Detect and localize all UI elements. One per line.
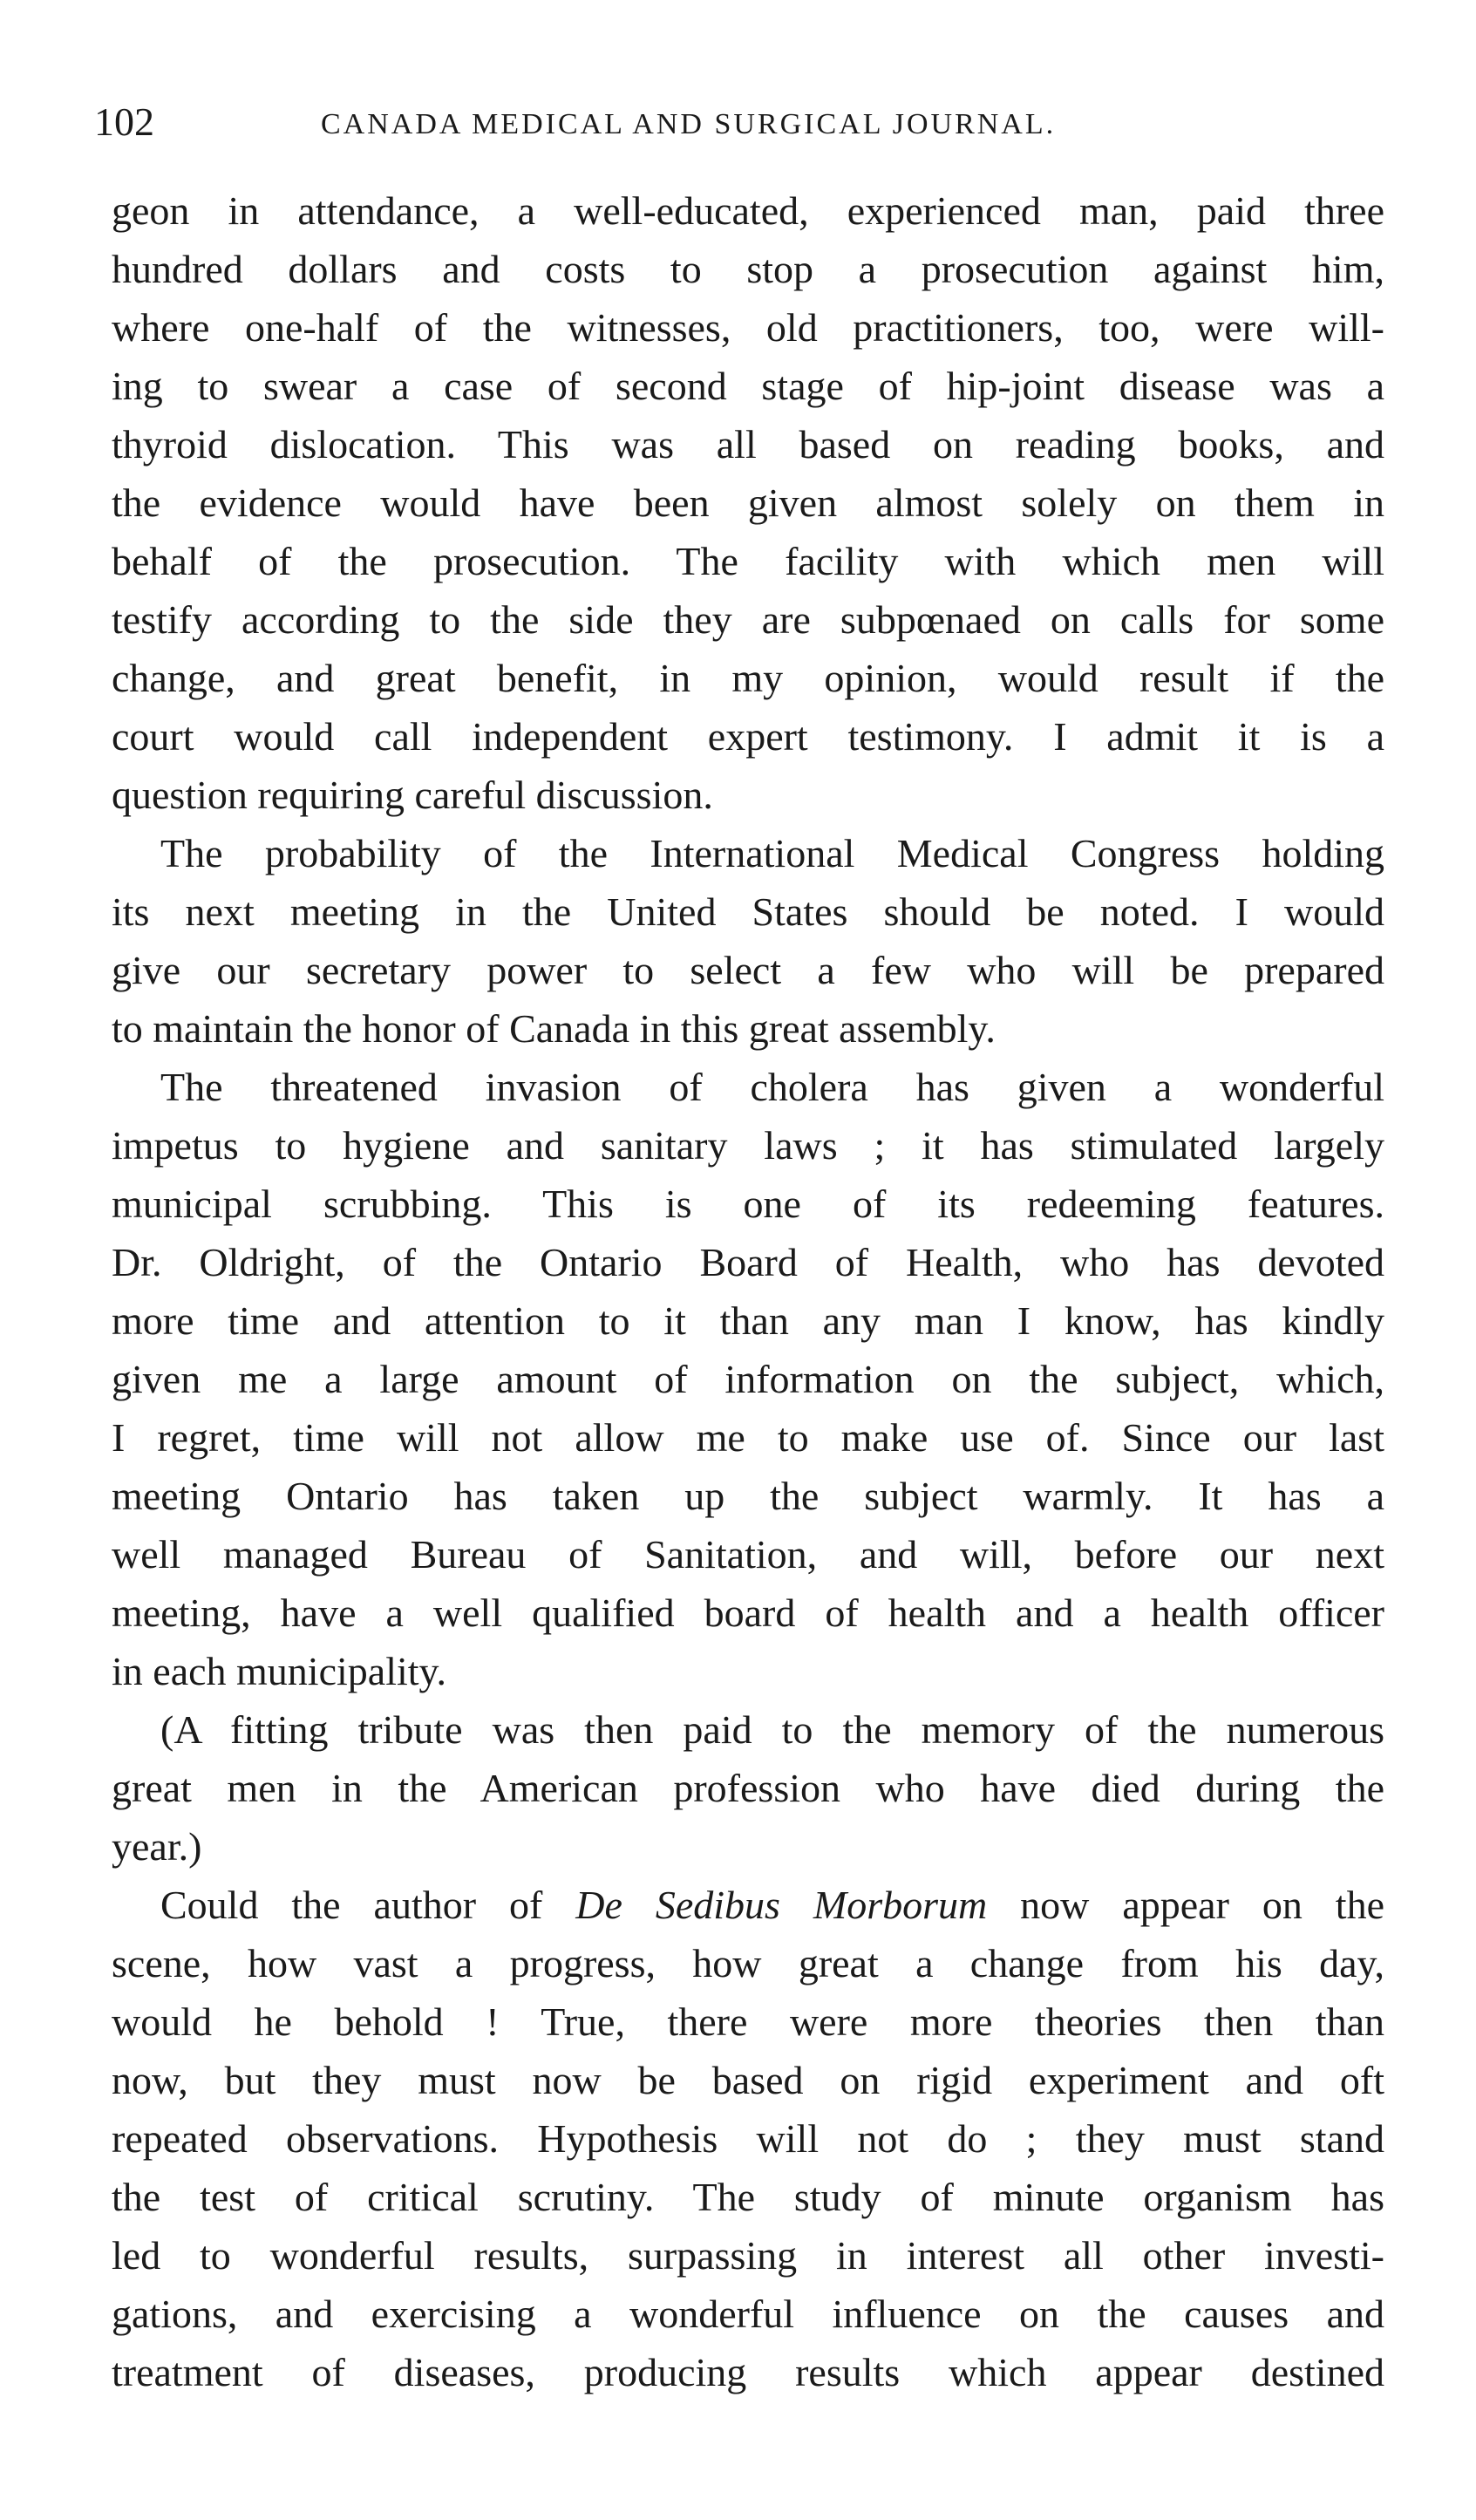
text-line: Dr. Oldright, of the Ontario Board of Health, who has devoted: [112, 1240, 1384, 1284]
journal-title: CANADA MEDICAL AND SURGICAL JOURNAL.: [321, 108, 1057, 140]
text-line: the evidence would have been given almost solely on them in: [112, 480, 1384, 525]
text-line: thyroid dislocation. This was all based on reading books, and: [112, 422, 1384, 467]
text-line: its next meeting in the United States should be noted. I would: [112, 889, 1384, 934]
text-line: meeting Ontario has taken up the subject warmly. It has a: [112, 1474, 1384, 1518]
paragraph-tribute: [112, 1700, 1384, 1876]
text-line: I regret, time will not allow me to make use of. Since our last: [112, 1415, 1384, 1460]
text-line: geon in attendance, a well-educated, experienced man, paid three: [112, 188, 1384, 233]
text-line: impetus to hygiene and sanitary laws ; it has stimulated largely: [112, 1123, 1384, 1168]
page-number: 102: [94, 99, 154, 144]
text-line: well managed Bureau of Sanitation, and will, before our next: [112, 1532, 1384, 1577]
text-line: [112, 1876, 1384, 1934]
paragraph-progress: [112, 1876, 1384, 2401]
text-line: The threatened invasion of cholera has given a wonderful: [160, 1065, 1384, 1109]
text-line: more time and attention to it than any man I know, has kindly: [112, 1298, 1384, 1343]
text-line: treatment of diseases, producing results which appear destined: [112, 2350, 1384, 2394]
body-text: [112, 181, 1384, 2401]
text-line: given me a large amount of information on the subject, which,: [112, 1357, 1384, 1401]
text-line: give our secretary power to select a few who will be prepared: [112, 948, 1384, 992]
text-line: ing to swear a case of second stage of hip-joint disease was a: [112, 364, 1384, 408]
text-line: great men in the American profession who have died during the: [112, 1766, 1384, 1810]
text-run: Could the author of: [160, 1883, 576, 1927]
text-line: question requiring careful discussion.: [112, 773, 713, 817]
paragraph-medical-congress: [112, 824, 1384, 1058]
text-line: the test of critical scrutiny. The study of minute organism has: [112, 2175, 1384, 2219]
text-line: led to wonderful results, surpassing in interest all other investi-: [112, 2233, 1384, 2278]
text-line: in each municipality.: [112, 1649, 447, 1693]
text-line: repeated observations. Hypothesis will not do ; they must stand: [112, 2116, 1384, 2161]
text-line: now, but they must now be based on rigid experiment and oft: [112, 2058, 1384, 2102]
text-line: The probability of the International Medical Congress holding: [160, 831, 1384, 875]
paragraph-cholera: [112, 1058, 1384, 1700]
text-line: testify according to the side they are subpœnaed on calls for some: [112, 597, 1384, 642]
text-line: where one-half of the witnesses, old practitioners, too, were will-: [112, 305, 1384, 350]
text-line: meeting, have a well qualified board of health and a health officer: [112, 1590, 1384, 1635]
running-head: [94, 98, 1376, 150]
text-line: gations, and exercising a wonderful influence on the causes and: [112, 2292, 1384, 2336]
text-line: scene, how vast a progress, how great a change from his day,: [112, 1941, 1384, 1985]
text-line: year.): [112, 1824, 202, 1869]
text-line: (A fitting tribute was then paid to the memory of the numerous: [160, 1707, 1384, 1752]
paragraph-expert-testimony: [112, 181, 1384, 824]
book-title: De Sedibus Morborum: [575, 1883, 988, 1927]
text-line: municipal scrubbing. This is one of its redeeming features.: [112, 1182, 1384, 1226]
text-line: change, and great benefit, in my opinion, would result if the: [112, 656, 1384, 700]
text-run: now appear on the: [987, 1883, 1384, 1927]
text-line: behalf of the prosecution. The facility with which men will: [112, 539, 1384, 583]
text-line: hundred dollars and costs to stop a prosecution against him,: [112, 247, 1384, 291]
text-line: to maintain the honor of Canada in this great assembly.: [112, 1006, 996, 1051]
text-line: court would call independent expert testimony. I admit it is a: [112, 714, 1384, 759]
text-line: would he behold ! True, there were more theories then than: [112, 1999, 1384, 2044]
